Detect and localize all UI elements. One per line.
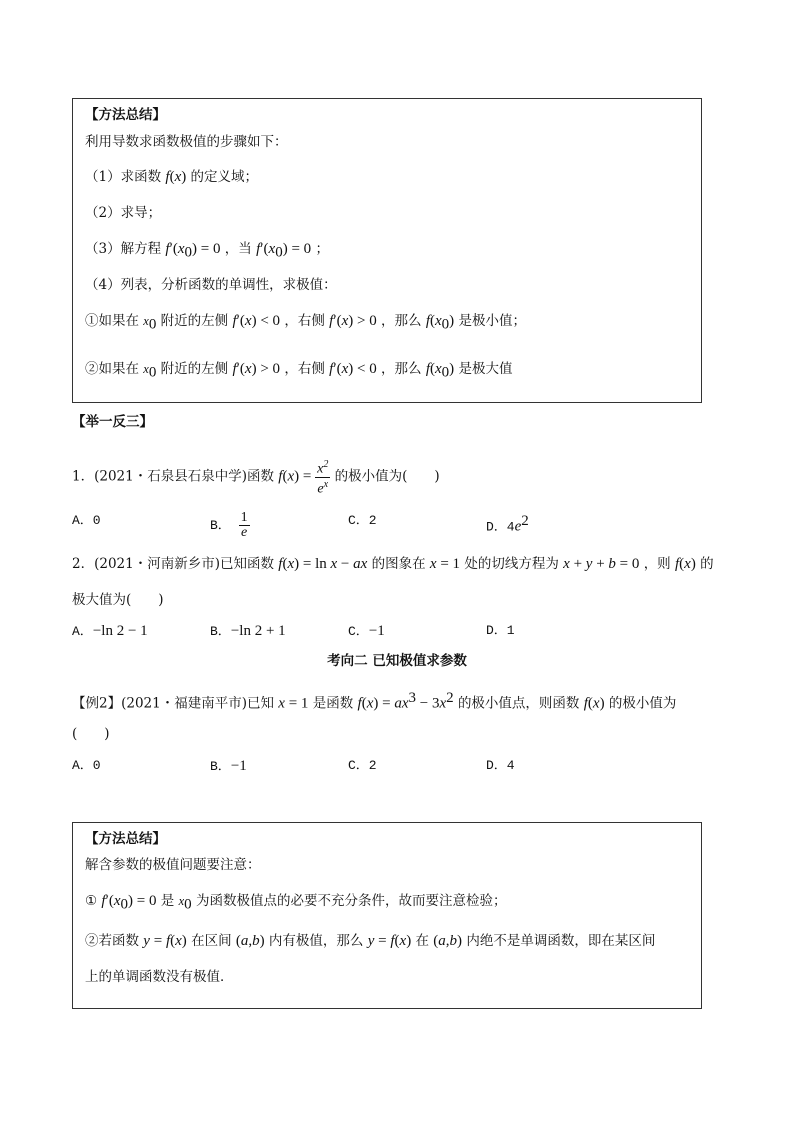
question-1: 1．(2021・石泉县石泉中学)函数 f(x) = $\frac{x^2}{e^x}$ 的极小值为( ) [72, 459, 440, 497]
q1-option-c[interactable]: C．2 [348, 513, 377, 528]
summary2-title: 【方法总结】 [85, 831, 166, 847]
case-2: ②如果在 $x_0$ 附近的左侧 f′(x) > 0 ，右侧 f′(x) < 0 ，那么 $f(x_0)$ 是极大值 [85, 361, 513, 381]
step-1: （1）求函数 f(x) 的定义域； [85, 169, 259, 185]
q2-option-a[interactable]: A．−ln 2 − 1 [72, 623, 148, 639]
case-1: ①如果在 $x_0$ 附近的左侧 f′(x) < 0 ，右侧 f′(x) > 0 ，那么 $f(x_0)$ 是极小值； [85, 313, 526, 333]
method-summary-box-2 [72, 822, 702, 1009]
summary-intro: 利用导数求函数极值的步骤如下： [85, 134, 288, 150]
step-2: （2）求导； [85, 205, 162, 221]
question-2: 2．(2021・河南新乡市)已知函数 f(x) = ln x − ax 的图象在 x = 1 处的切线方程为 x + y + b = 0 ，则 f(x) 的 [72, 556, 714, 572]
ex2-option-d[interactable]: D．4 [486, 758, 515, 773]
q1-option-d[interactable]: D．$4e^2$ [486, 513, 529, 535]
example-2-blank: ( ) [72, 726, 110, 742]
summary2-intro: 解含参数的极值问题要注意： [85, 857, 261, 873]
step-4: （4）列表，分析函数的单调性，求极值： [85, 277, 337, 293]
q2-option-b[interactable]: B．−ln 2 + 1 [210, 623, 286, 639]
example-2: 【例2】(2021・福建南平市)已知 x = 1 是函数 $f(x) = ax^3 - 3x^2$ 的极小值点，则函数 f(x) 的极小值为 [72, 690, 677, 712]
q1-option-b[interactable]: B． $\frac{1}{e}$ [210, 510, 248, 540]
q2-option-d[interactable]: D．1 [486, 623, 515, 638]
method-summary-box-1 [72, 98, 702, 403]
ex2-option-a[interactable]: A．0 [72, 758, 101, 773]
section-2-title: 考向二 已知极值求参数 [327, 653, 467, 669]
math-fx: f [165, 169, 170, 185]
fraction-x2-over-ex: $\frac{x^2}{e^x}$ [317, 459, 329, 497]
practice-title: 【举一反三】 [72, 414, 153, 430]
step-3: （3）解方程 $f'(x_0) = 0$ ，当 $f'(x_0) = 0$ ； [85, 241, 329, 261]
q2-option-c[interactable]: C．−1 [348, 623, 385, 639]
q1-option-a[interactable]: A．0 [72, 513, 101, 528]
ex2-option-b[interactable]: B．−1 [210, 758, 247, 774]
summary2-point-1: ① $f'(x_0) = 0$ 是 $x_0$ 为函数极值点的必要不充分条件，故而要注意检验； [85, 893, 507, 913]
ex2-option-c[interactable]: C．2 [348, 758, 377, 773]
summary2-point-2-cont: 上的单调函数没有极值． [85, 969, 234, 985]
question-2-cont: 极大值为( ) [72, 592, 164, 608]
summary-title: 【方法总结】 [85, 107, 166, 123]
summary2-point-2: ②若函数 y = f(x) 在区间 (a,b) 内有极值，那么 y = f(x) 在 (a,b) 内绝不是单调函数，即在某区间 [85, 933, 656, 949]
